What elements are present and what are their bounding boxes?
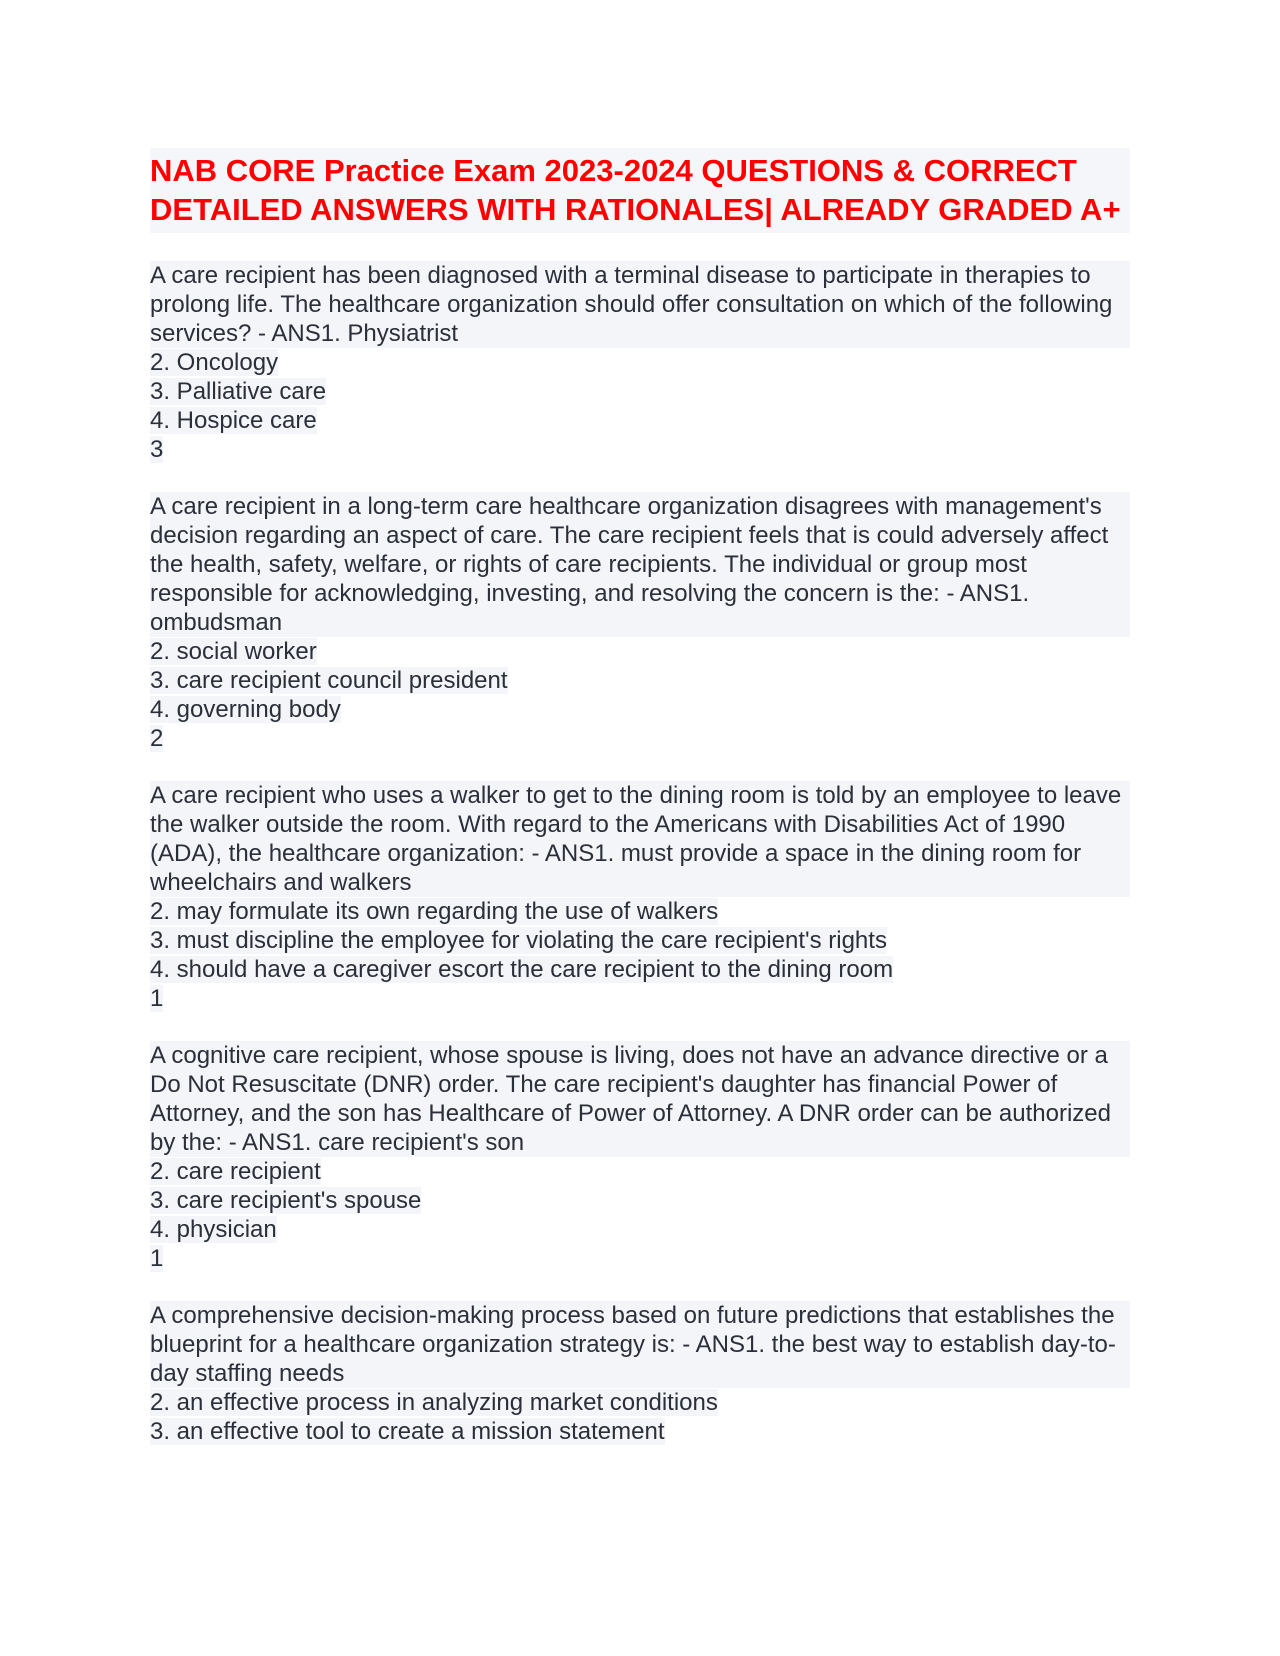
answer-option: 2. may formulate its own regarding the use of walkers	[150, 898, 719, 925]
answer-option: 3. an effective tool to create a mission statement	[150, 1418, 665, 1445]
correct-answer: 1	[150, 1245, 164, 1272]
correct-answer: 3	[150, 436, 164, 463]
question-1	[150, 261, 1130, 464]
answer-option: 3. must discipline the employee for violating the care recipient's rights	[150, 927, 887, 954]
question-4	[150, 1041, 1130, 1273]
title-block	[150, 148, 1130, 233]
question-3	[150, 781, 1130, 1013]
answer-option: 4. should have a caregiver escort the care recipient to the dining room	[150, 956, 894, 983]
question-stem: A comprehensive decision-making process based on future predictions that establishes the blueprint for a healthcare organization strategy is: - ANS1. the best way to establish day-to-day staffing needs	[150, 1301, 1130, 1388]
answer-option: 2. social worker	[150, 638, 317, 665]
question-5	[150, 1301, 1130, 1446]
answer-option: 2. Oncology	[150, 349, 279, 376]
question-stem: A care recipient who uses a walker to get to the dining room is told by an employee to leave the walker outside the room. With regard to the Americans with Disabilities Act of 1990 (ADA), the healthcare organization: - ANS1. must provide a space in the dining room for wheelchairs and walkers	[150, 781, 1130, 897]
answer-option: 3. care recipient council president	[150, 667, 508, 694]
question-2	[150, 492, 1130, 753]
answer-option: 3. care recipient's spouse	[150, 1187, 422, 1214]
document-title: NAB CORE Practice Exam 2023-2024 QUESTIONS & CORRECT DETAILED ANSWERS WITH RATIONALES| ALREADY GRADED A+	[150, 153, 1121, 227]
question-stem: A care recipient in a long-term care healthcare organization disagrees with management's decision regarding an aspect of care. The care recipient feels that is could adversely affect the health, safety, welfare, or rights of care recipients. The individual or group most responsible for acknowledging, investing, and resolving the concern is the: - ANS1. ombudsman	[150, 492, 1130, 637]
answer-option: 2. care recipient	[150, 1158, 321, 1185]
question-stem: A cognitive care recipient, whose spouse is living, does not have an advance directive or a Do Not Resuscitate (DNR) order. The care recipient's daughter has financial Power of Attorney, and the son has Healthcare of Power of Attorney. A DNR order can be authorized by the: - ANS1. care recipient's son	[150, 1041, 1130, 1157]
answer-option: 2. an effective process in analyzing market conditions	[150, 1389, 718, 1416]
correct-answer: 1	[150, 985, 164, 1012]
answer-option: 4. physician	[150, 1216, 277, 1243]
answer-option: 4. Hospice care	[150, 407, 317, 434]
answer-option: 3. Palliative care	[150, 378, 327, 405]
document-page	[150, 148, 1130, 1474]
answer-option: 4. governing body	[150, 696, 341, 723]
question-stem: A care recipient has been diagnosed with a terminal disease to participate in therapies to prolong life. The healthcare organization should offer consultation on which of the following services? - ANS1. Physiatrist	[150, 261, 1130, 348]
correct-answer: 2	[150, 725, 164, 752]
